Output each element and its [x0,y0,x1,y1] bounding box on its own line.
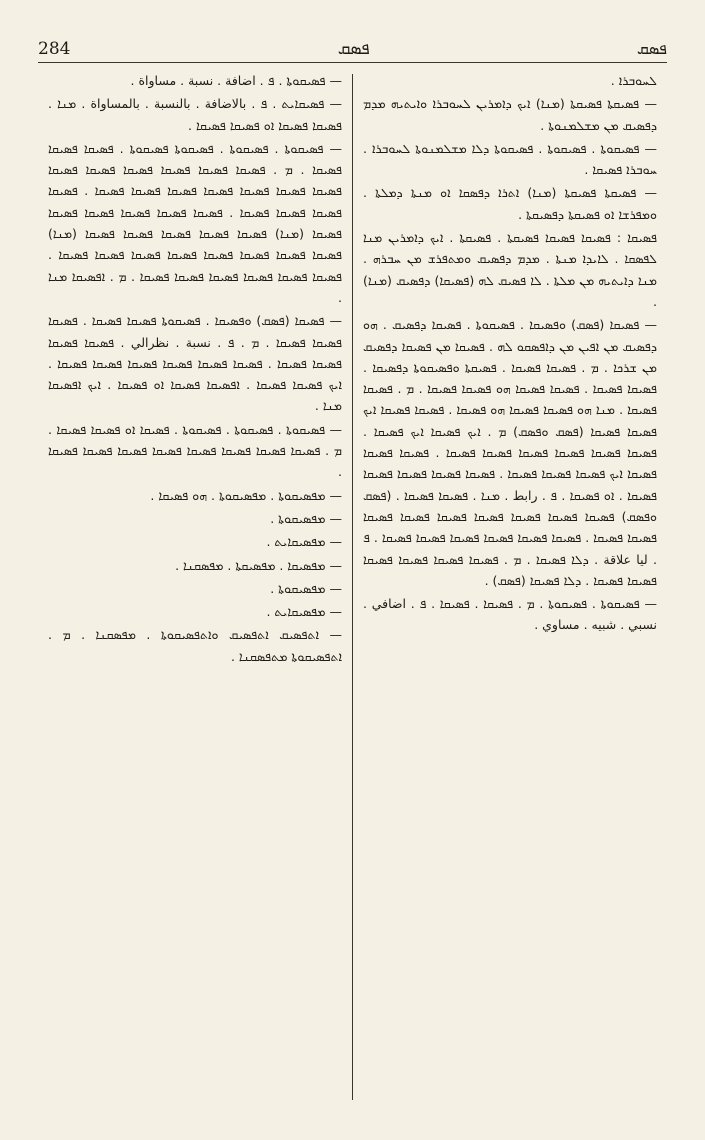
dictionary-entry: ܠܚܘܒܪܐ . [610,73,657,88]
dictionary-entry: — ܦܣܝܩܘܬܐ . ܦܣܝܩܘܬܐ . ܦܣܝܩܘܬܐ . ܦܣܝܩܐ ܐܘ ܦܣܝܩܐ ܦܣܝܩܐ . ܡ . ܦܣܝܩܐ ܦܣܝܩܐ ܦܣܝܩܐ ܦܣܝܩܐ ܦܣܝܩܐ ܦܣܝܩܐ ܦܣܝܩܐ ܦܣܝܩܐ . [48,419,342,483]
dictionary-entry: — ܡܦܣܝܩܐܝܬ . [48,531,342,552]
dictionary-entry: — ܡܦܣܝܩܐܝܬ . [48,601,342,622]
dictionary-entry: — ܡܦܣܝܩܘܬܐ . ܡܦܣܝܩܘܬܐ . ܗܘ ܦܣܝܩܐ . [48,485,342,506]
dictionary-entry: — ܡܦܣܝܩܘܬܐ . [48,508,342,529]
dictionary-entry: — ܦܣܝܩܘܬܐ . ܦܣܝܩܘܬܐ . ܦܣܝܩܘܬܐ ܕܠܐ ܡܫܠܡܢܘܬܐ ܠܚܘܒܪܐ . ܚܘܒܪܐ ܦܣܝܩܐ . [363,138,657,181]
dictionary-entry: — ܡܦܣܝܩܐ . ܡܦܣܝܩܬܐ . ܡܦܣܩܢܐ . [48,555,342,576]
dictionary-entry: — ܦܣܝܩܘܬܐ . ܦܣܝܩܘܬܐ . ܡ . ܦܣܝܩܐ . ܦܣܝܩܐ . ܦ . اضافي . نسبي . شبيه . مساوي . [363,593,657,636]
header-rule [38,62,667,63]
dictionary-entry: ܦܣܝܩܐ : ܦܣܝܩܐ ܦܣܝܩܐ ܦܣܝܩܬܐ . ܦܣܝܩܬܐ . ܐܝܟ ܕܐܡܪܝܢ ܡܢܐ ܠܦܣܩܐ . ܠܐܝܕܐ ܡܢܬܐ . ܡܕܡ ܕܦܣܝܩ ܘܡܬܦܪܫ ܡܢ ܚܒܪܗ . ܡܢܐ ܕܐܝܬܝܗ ܡܢ ܡܠܬܐ . ܠܐ ܦܣܝܩ ܠܗ (ܦܣܝܩܐ) ܕܦܣܝܩ (ܡܢܐ) . [363,230,657,309]
dictionary-entry: — ܦܣܝܩܘܬܐ . ܦܣܝܩܘܬܐ . ܦܣܝܩܘܬܐ ܦܣܝܩܘܬܐ . ܦܣܝܩܐ ܦܣܝܩܐ ܦܣܝܩܐ . ܡ . ܦܣܝܩܐ ܦܣܝܩܐ ܦܣܝܩܐ ܦܣܝܩܐ ܦܣܝܩܐ ܦܣܝܩܐ ܦܣܝܩܐ ܦܣܝܩܐ ܦܣܝܩܐ ܦܣܝܩܐ ܦܣܝܩܐ ܦܣܝܩܐ ܦܣܝܩܐ . ܦܣܝܩܐ ܦܣܝܩܐ ܦܣܝܩܐ ܦܣܝܩܐ . ܦܣܝܩܐ ܦܣܝܩܐ ܦܣܝܩܐ ܦܣܝܩܐ ܦܣܝܩܐ ܦܣܝܩܐ (ܡܢܐ) ܦܣܝܩܐ ܦܣܝܩܐ ܦܣܝܩܐ ܦܣܝܩܐ ܦܣܝܩܐ (ܡܢܐ) ܦܣܝܩܐ ܦܣܝܩܐ ܦܣܝܩܐ ܦܣܝܩܐ ܦܣܝܩܐ ܦܣܝܩܐ ܦܣܝܩܐ ܦܣܝܩܐ . ܦܣܝܩܐ ܦܣܝܩܐ ܦܣܝܩܐ ܦܣܝܩܐ ܦܣܝܩܐ ܦܣܝܩܐ . ܡ . ܐܦܣܝܩܐ ܡܢܐ . [48,138,342,308]
left-column [38,70,352,1100]
dictionary-entry: — ܦܣܝܩܐ (ܦܣܩ) ܘܦܣܝܩܐ . ܦܣܝܩܘܬܐ ܦܣܝܩܐ ܦܣܝܩܐ . ܦܣܝܩܐ ܦܣܝܩܐ ܦܣܝܩܐ . ܡ . ܦ . نسبة . نظرالي . ܦܣܝܩܐ ܦܣܝܩܐ ܦܣܝܩܐ ܦܣܝܩܐ . ܦܣܝܩܐ ܦܣܝܩܐ ܦܣܝܩܐ ܦܣܝܩܐ ܦܣܝܩܐ ܦܣܝܩܐ . ܐܝܟ ܦܣܝܩܐ ܦܣܝܩܐ . ܐܦܣܝܩܐ ܦܣܝܩܐ ܐܘ ܦܣܝܩܐ . ܐܝܟ ܐܦܣܝܩܐ ܡܢܐ . [48,310,342,416]
catchword: ܦܣܩ [636,39,667,58]
page-header [38,36,667,62]
right-column [353,70,667,1100]
dictionary-entry: — ܦܣܝܩܬܐ ܦܣܝܩܬܐ (ܡܢܐ) ܐܬܪܐ ܕܦܣܩܐ ܐܘ ܡܢܬܐ ܕܡܠܬܐ . ܘܡܦܪܫܐ ܐܘ ܦܣܝܩܬܐ ܕܦܣܝܩܬܐ . [363,182,657,225]
dictionary-columns [38,70,667,1100]
dictionary-entry: — ܦܣܝܩܐ (ܦܣܩ) ܘܦܣܝܩܐ . ܦܣܝܩܘܬܐ . ܦܣܝܩܐ ܕܦܣܝܩ . ܗܘ ܕܦܣܝܩ ܡܢ ܐܦܝܢ ܡܢ ܕܐܦܣܩܘ ܠܗ . ܦܣܝܩܐ ܡܢ ܦܣܝܩܐ ܕܦܣܝܩ ܡܢ ܫܪܟܐ . ܡ . ܦܣܝܩܐ ܦܣܝܩܐ . ܦܣܝܩܬܐ ܘܦܣܝܩܘܬܐ ܕܦܣܝܩܐ . ܦܣܝܩܐ ܦܣܝܩܐ . ܦܣܝܩܐ ܦܣܝܩܐ ܗܘ ܦܣܝܩܐ ܦܣܝܩܐ . ܡ . ܦܣܝܩܐ ܦܣܝܩܐ . ܡܢܐ ܗܘ ܦܣܝܩܐ ܦܣܝܩܐ ܗܘ ܦܣܝܩܐ . ܦܣܝܩܐ ܦܣܝܩܐ ܐܝܟ ܦܣܝܩܐ ܦܣܝܩܐ (ܦܣܩ ܘܦܣܩ) ܡ . ܐܝܟ ܦܣܝܩܐ ܐܝܟ ܦܣܝܩܐ . ܦܣܝܩܐ ܦܣܝܩܐ ܦܣܝܩܐ ܦܣܝܩܐ ܦܣܝܩܐ ܦܣܝܩܐ . ܦܣܝܩܐ ܦܣܝܩܐ ܦܣܝܩܐ ܐܝܟ ܦܣܝܩܐ ܦܣܝܩܐ ܦܣܝܩܐ . ܦܣܝܩܐ ܦܣܝܩܐ ܦܣܝܩܐ ܦܣܝܩܐ ܦܣܝܩܐ . ܐܘ ܦܣܝܩܐ . ܦ . رابط . ܡܢܐ . ܦܣܝܩܐ ܦܣܝܩܐ . (ܦܣܩ ܘܦܣܩ) ܦܣܝܩܐ ܦܣܝܩܐ ܦܣܝܩܐ ܦܣܝܩܐ ܦܣܝܩܐ ܦܣܝܩܐ ܦܣܝܩܐ ܦܣܝܩܐ ܦܣܝܩܐ . ܦܣܝܩܐ ܦܣܝܩܐ ܦܣܝܩܐ ܦܣܝܩܐ ܦܣܝܩܐ ܦܣܝܩܐ . ܦ . ليا علاقة . ܕܠܐ ܦܣܝܩܐ . ܡ . ܦܣܝܩܐ ܦܣܝܩܐ ܦܣܝܩܐ ܦܣܝܩܐ ܦܣܝܩܐ ܦܣܝܩܐ . ܕܠܐ ܦܣܝܩܐ (ܦܣܩ) . [363,314,657,591]
dictionary-entry: — ܦܣܝܩܐܝܬ . ܦ . بالاضافة . بالنسبة . بالمساواة . ܡܢܐ . ܦܣܝܩܐ ܦܣܝܩܐ ܐܘ ܦܣܝܩܐ ܦܣܝܩܐ . [48,93,342,136]
dictionary-entry: — ܦܣܝܩܬܐ ܦܣܝܩܬܐ (ܡܢܐ) ܐܝܟ ܕܐܡܪܝܢ ܠܚܘܒܪܐ ܘܐܝܬܝܗ ܡܕܡ ܕܦܣܝܩ ܡܢ ܡܫܠܡܢܘܬܐ . [363,93,657,136]
dictionary-entry: — ܡܦܣܝܩܘܬܐ . [48,578,342,599]
dictionary-entry: — ܐܬܦܣܝܩ ܐܬܦܣܝܩ ܘܐܬܦܣܝܩܘܬܐ . ܡܦܣܩܢܐ . ܡ . ܐܬܦܣܝܩܘܬܐ ܡܬܦܣܩܢܐ . [48,624,342,667]
dictionary-entry: — ܦܣܝܩܘܬܐ . ܦ . اضافة . نسبة . مساواة . [48,70,342,91]
page-number: 284 [38,39,71,59]
running-title: ܦܣܩ [337,39,370,59]
